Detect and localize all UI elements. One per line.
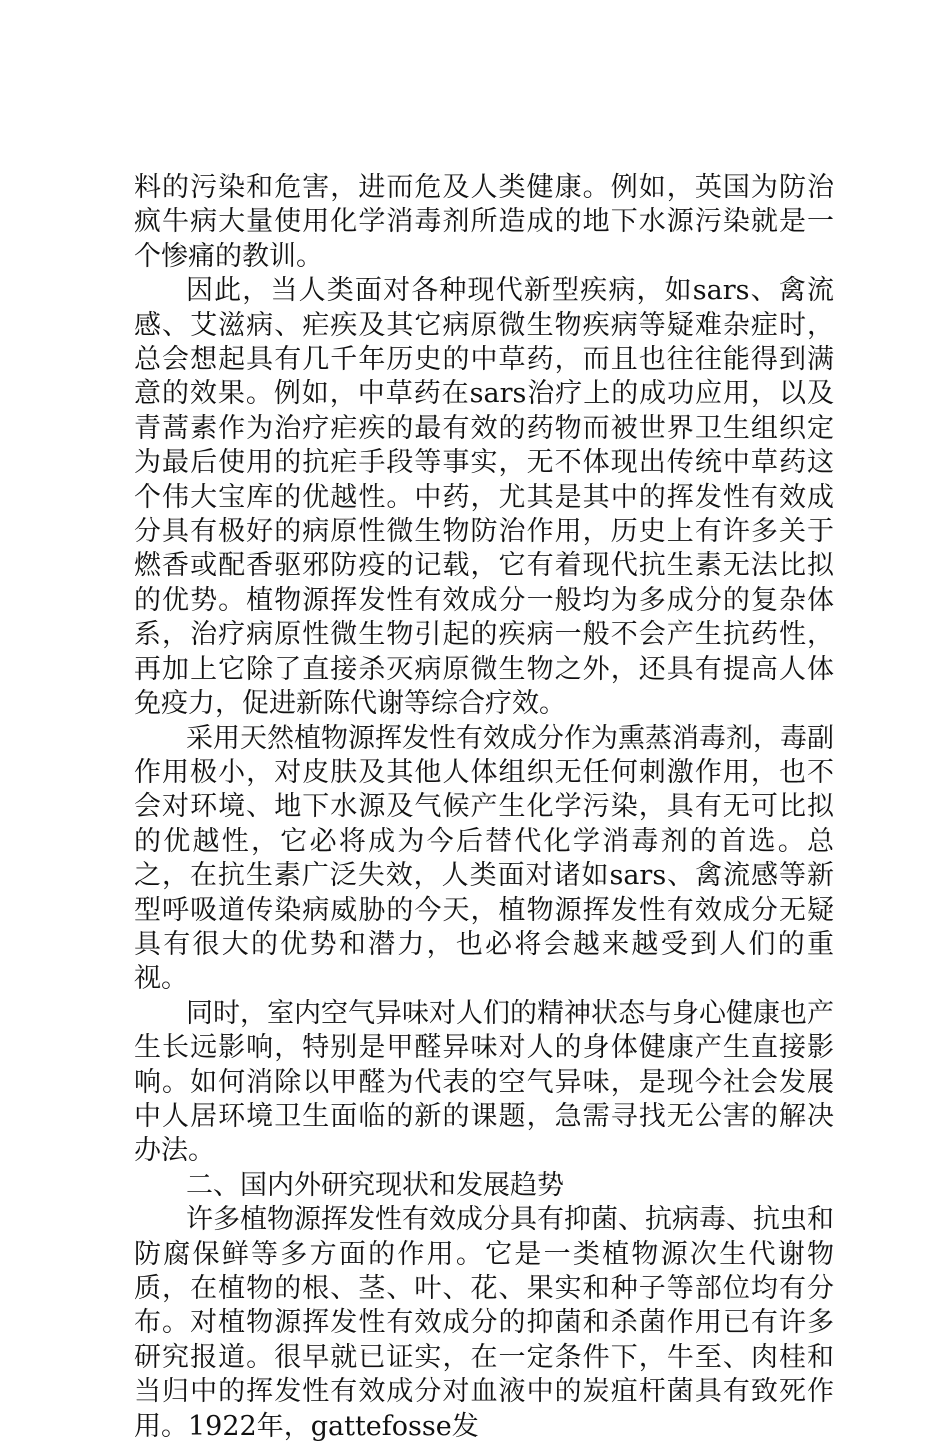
section-heading: 二、国内外研究现状和发展趋势 <box>186 1169 564 1201</box>
paragraph-indoor-air: 同时，室内空气异味对人们的精神状态与身心健康也产生长远影响，特别是甲醛异味对人的身体健康产生直接影响。如何消除以甲醛为代表的空气异味，是现今社会发展中人居环境卫生面临的新的课题，急需寻找无公害的解决办法。 <box>134 997 834 1167</box>
document-body <box>134 171 834 1444</box>
paragraph-continuation: 料的污染和危害，进而危及人类健康。例如，英国为防治疯牛病大量使用化学消毒剂所造成的地下水源污染就是一个惨痛的教训。 <box>134 172 834 272</box>
paragraph-fumigation: 采用天然植物源挥发性有效成分作为熏蒸消毒剂，毒副作用极小，对皮肤及其他人体组织无任何刺激作用，也不会对环境、地下水源及气候产生化学污染，具有无可比拟的优越性，它必将成为今后替代化学消毒剂的首选。总之，在抗生素广泛失效，人类面对诸如sars、禽流感等新型呼吸道传染病威胁的今天，植物源挥发性有效成分无疑具有很大的优势和潜力，也必将会越来越受到人们的重视。 <box>134 722 834 995</box>
paragraph-chinese-medicine: 因此，当人类面对各种现代新型疾病，如sars、禽流感、艾滋病、疟疾及其它病原微生物疾病等疑难杂症时，总会想起具有几千年历史的中草药，而且也往往能得到满意的效果。例如，中草药在sars治疗上的成功应用，以及青蒿素作为治疗疟疾的最有效的药物而被世界卫生组织定为最后使用的抗疟手段等事实，无不体现出传统中草药这个伟大宝库的优越性。中药，尤其是其中的挥发性有效成分具有极好的病原性微生物防治作用，历史上有许多关于燃香或配香驱邪防疫的记载，它有着现代抗生素无法比拟的优势。植物源挥发性有效成分一般均为多成分的复杂体系，治疗病原性微生物引起的疾病一般不会产生抗药性，再加上它除了直接杀灭病原微生物之外，还具有提高人体免疫力，促进新陈代谢等综合疗效。 <box>134 275 834 720</box>
paragraph-research-status: 许多植物源挥发性有效成分具有抑菌、抗病毒、抗虫和防腐保鲜等多方面的作用。它是一类植物源次生代谢物质，在植物的根、茎、叶、花、果实和种子等部位均有分布。对植物源挥发性有效成分的抑菌和杀菌作用已有许多研究报道。很早就已证实，在一定条件下，牛至、肉桂和当归中的挥发性有效成分对血液中的炭疽杆菌具有致死作用。1922年，gattefosse发 <box>134 1204 834 1442</box>
